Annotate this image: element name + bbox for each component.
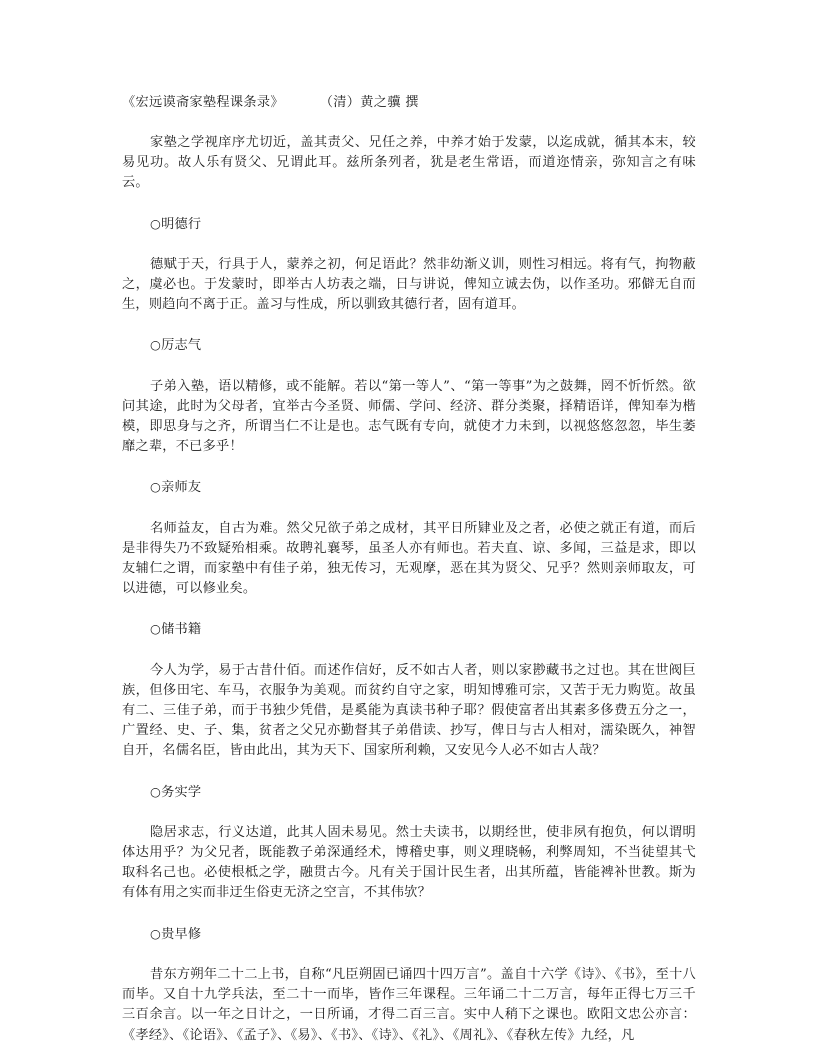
document-content bbox=[122, 93, 696, 1046]
section-heading-label: 务实学 bbox=[161, 784, 202, 800]
section-body-wushixue: 隐居求志，行义达道，此其人固未易见。然士夫读书，以期经世，使非夙有抱负，何以谓明体达用乎？为父兄者，既能教子弟深通经术，博稽史事，则义理晓畅，利弊周知，不当徒望其弋取科名己也。必使根柢之学，融贯古今。凡有关于国计民生者，出其所蕴，皆能裨补世教。斯为有体有用之实而非迂生俗吏无济之空言，不其伟欤？ bbox=[122, 824, 696, 901]
preface-paragraph: 家塾之学视庠序尤切近，盖其责父、兄任之养，中养才始于发蒙，以迄成就，循其本末，较易见功。故人乐有贤父、兄谓此耳。兹所条列者，犹是老生常语，而道迩情亲，弥知言之有味云。 bbox=[122, 135, 696, 191]
section-heading-label: 厉志气 bbox=[161, 338, 202, 354]
section-body-chushuji: 今人为学，易于古昔什佰。而述作信好，反不如古人者，则以家尠藏书之过也。其在世阀巨族，但侈田宅、车马，衣服争为美观。而贫约自守之家，明知博雅可宗，又苦于无力购览。故虽有二、三佳子弟，而于书独少凭借，是奚能为真读书种子耶？假使富者出其素多侈费五分之一，广置经、史、子、集，贫者之父兄亦勤督其子弟借读、抄写，俾日与古人相对，濡染既久，神智自开，名儒名臣，皆由此出，其为天下、国家所利赖，又安见今人必不如古人哉？ bbox=[122, 662, 696, 759]
section-spacer bbox=[122, 904, 696, 924]
circle-marker-icon: ○ bbox=[150, 783, 162, 799]
title-author-separator bbox=[284, 95, 320, 110]
section-heading-lizhiqi bbox=[122, 335, 696, 356]
circle-marker-icon: ○ bbox=[150, 337, 162, 353]
circle-marker-icon: ○ bbox=[150, 925, 162, 941]
section-spacer bbox=[122, 762, 696, 782]
section-heading-label: 亲师友 bbox=[161, 480, 202, 496]
circle-marker-icon: ○ bbox=[150, 621, 162, 637]
section-spacer bbox=[122, 357, 696, 377]
section-spacer bbox=[122, 803, 696, 823]
circle-marker-icon: ○ bbox=[150, 215, 162, 231]
section-spacer bbox=[122, 194, 696, 214]
title-spacer bbox=[122, 113, 696, 133]
section-heading-qinshiyou bbox=[122, 477, 696, 498]
section-heading-mingdexing bbox=[122, 214, 696, 235]
section-heading-wushixue bbox=[122, 782, 696, 803]
document-author: （清）黄之骥 撰 bbox=[319, 95, 419, 110]
section-spacer bbox=[122, 457, 696, 477]
section-body-lizhiqi: 子弟入塾，语以精修，或不能解。若以“第一等人”、“第一等事”为之鼓舞，罔不忻忻然。欲问其途，此时为父母者，宜举古今圣贤、师儒、学问、经济、群分类聚，择精语详，俾知奉为楷模，即思身与之齐，所谓当仁不让是也。志气既有专向，就使才力未到，以视悠悠忽忽，毕生萎靡之辈，不已多乎！ bbox=[122, 378, 696, 455]
page-title: 《宏远谟斋家塾程课条录》 bbox=[122, 95, 284, 110]
section-spacer bbox=[122, 235, 696, 255]
section-heading-label: 明德行 bbox=[161, 216, 202, 232]
document-title-line bbox=[122, 93, 696, 113]
section-spacer bbox=[122, 641, 696, 661]
section-heading-chushuji bbox=[122, 619, 696, 640]
section-body-guizaoxiu: 昔东方朔年二十二上书，自称“凡臣朔固已诵四十四万言”。盖自十六学《诗》、《书》，至十八而毕。又自十九学兵法，至二十一而毕，皆作三年课程。三年诵二十二万言，每年正得七万三千三百余言。以一年之日计之，一日所诵，才得二百三言。实中人稍下之课也。欧阳文忠公亦言：《孝经》、《论语》、《孟子》、《易》、《书》、《诗》、《礼》、《周礼》、《春秋左传》九经，凡 bbox=[122, 966, 696, 1043]
section-heading-guizaoxiu bbox=[122, 924, 696, 945]
circle-marker-icon: ○ bbox=[150, 479, 162, 495]
section-body-mingdexing: 德赋于天，行具于人，蒙养之初，何足语此？然非幼渐义训，则性习相远。将有气，拘物蔽之，虞必也。于发蒙时，即举古人坊表之端，日与讲说，俾知立诚去伪，以作圣功。邪僻无自而生，则趋向不离于正。盖习与性成，所以驯致其德行者，固有道耳。 bbox=[122, 256, 696, 313]
section-spacer bbox=[122, 315, 696, 335]
section-body-qinshiyou: 名师益友，自古为难。然父兄欲子弟之成材，其平日所肄业及之者，必使之就正有道，而后是非得失乃不致疑殆相乘。故聘礼襄琴，虽圣人亦有师也。若夫直、谅、多闻，三益是求，即以友辅仁之谓，而家塾中有佳子弟，独无传习，无观摩，恶在其为贤父、兄乎？然则亲师取友，可以进德，可以修业矣。 bbox=[122, 520, 696, 597]
section-spacer bbox=[122, 599, 696, 619]
section-heading-label: 贵早修 bbox=[161, 926, 202, 942]
section-spacer bbox=[122, 945, 696, 965]
section-spacer bbox=[122, 499, 696, 519]
section-heading-label: 储书籍 bbox=[161, 622, 202, 638]
